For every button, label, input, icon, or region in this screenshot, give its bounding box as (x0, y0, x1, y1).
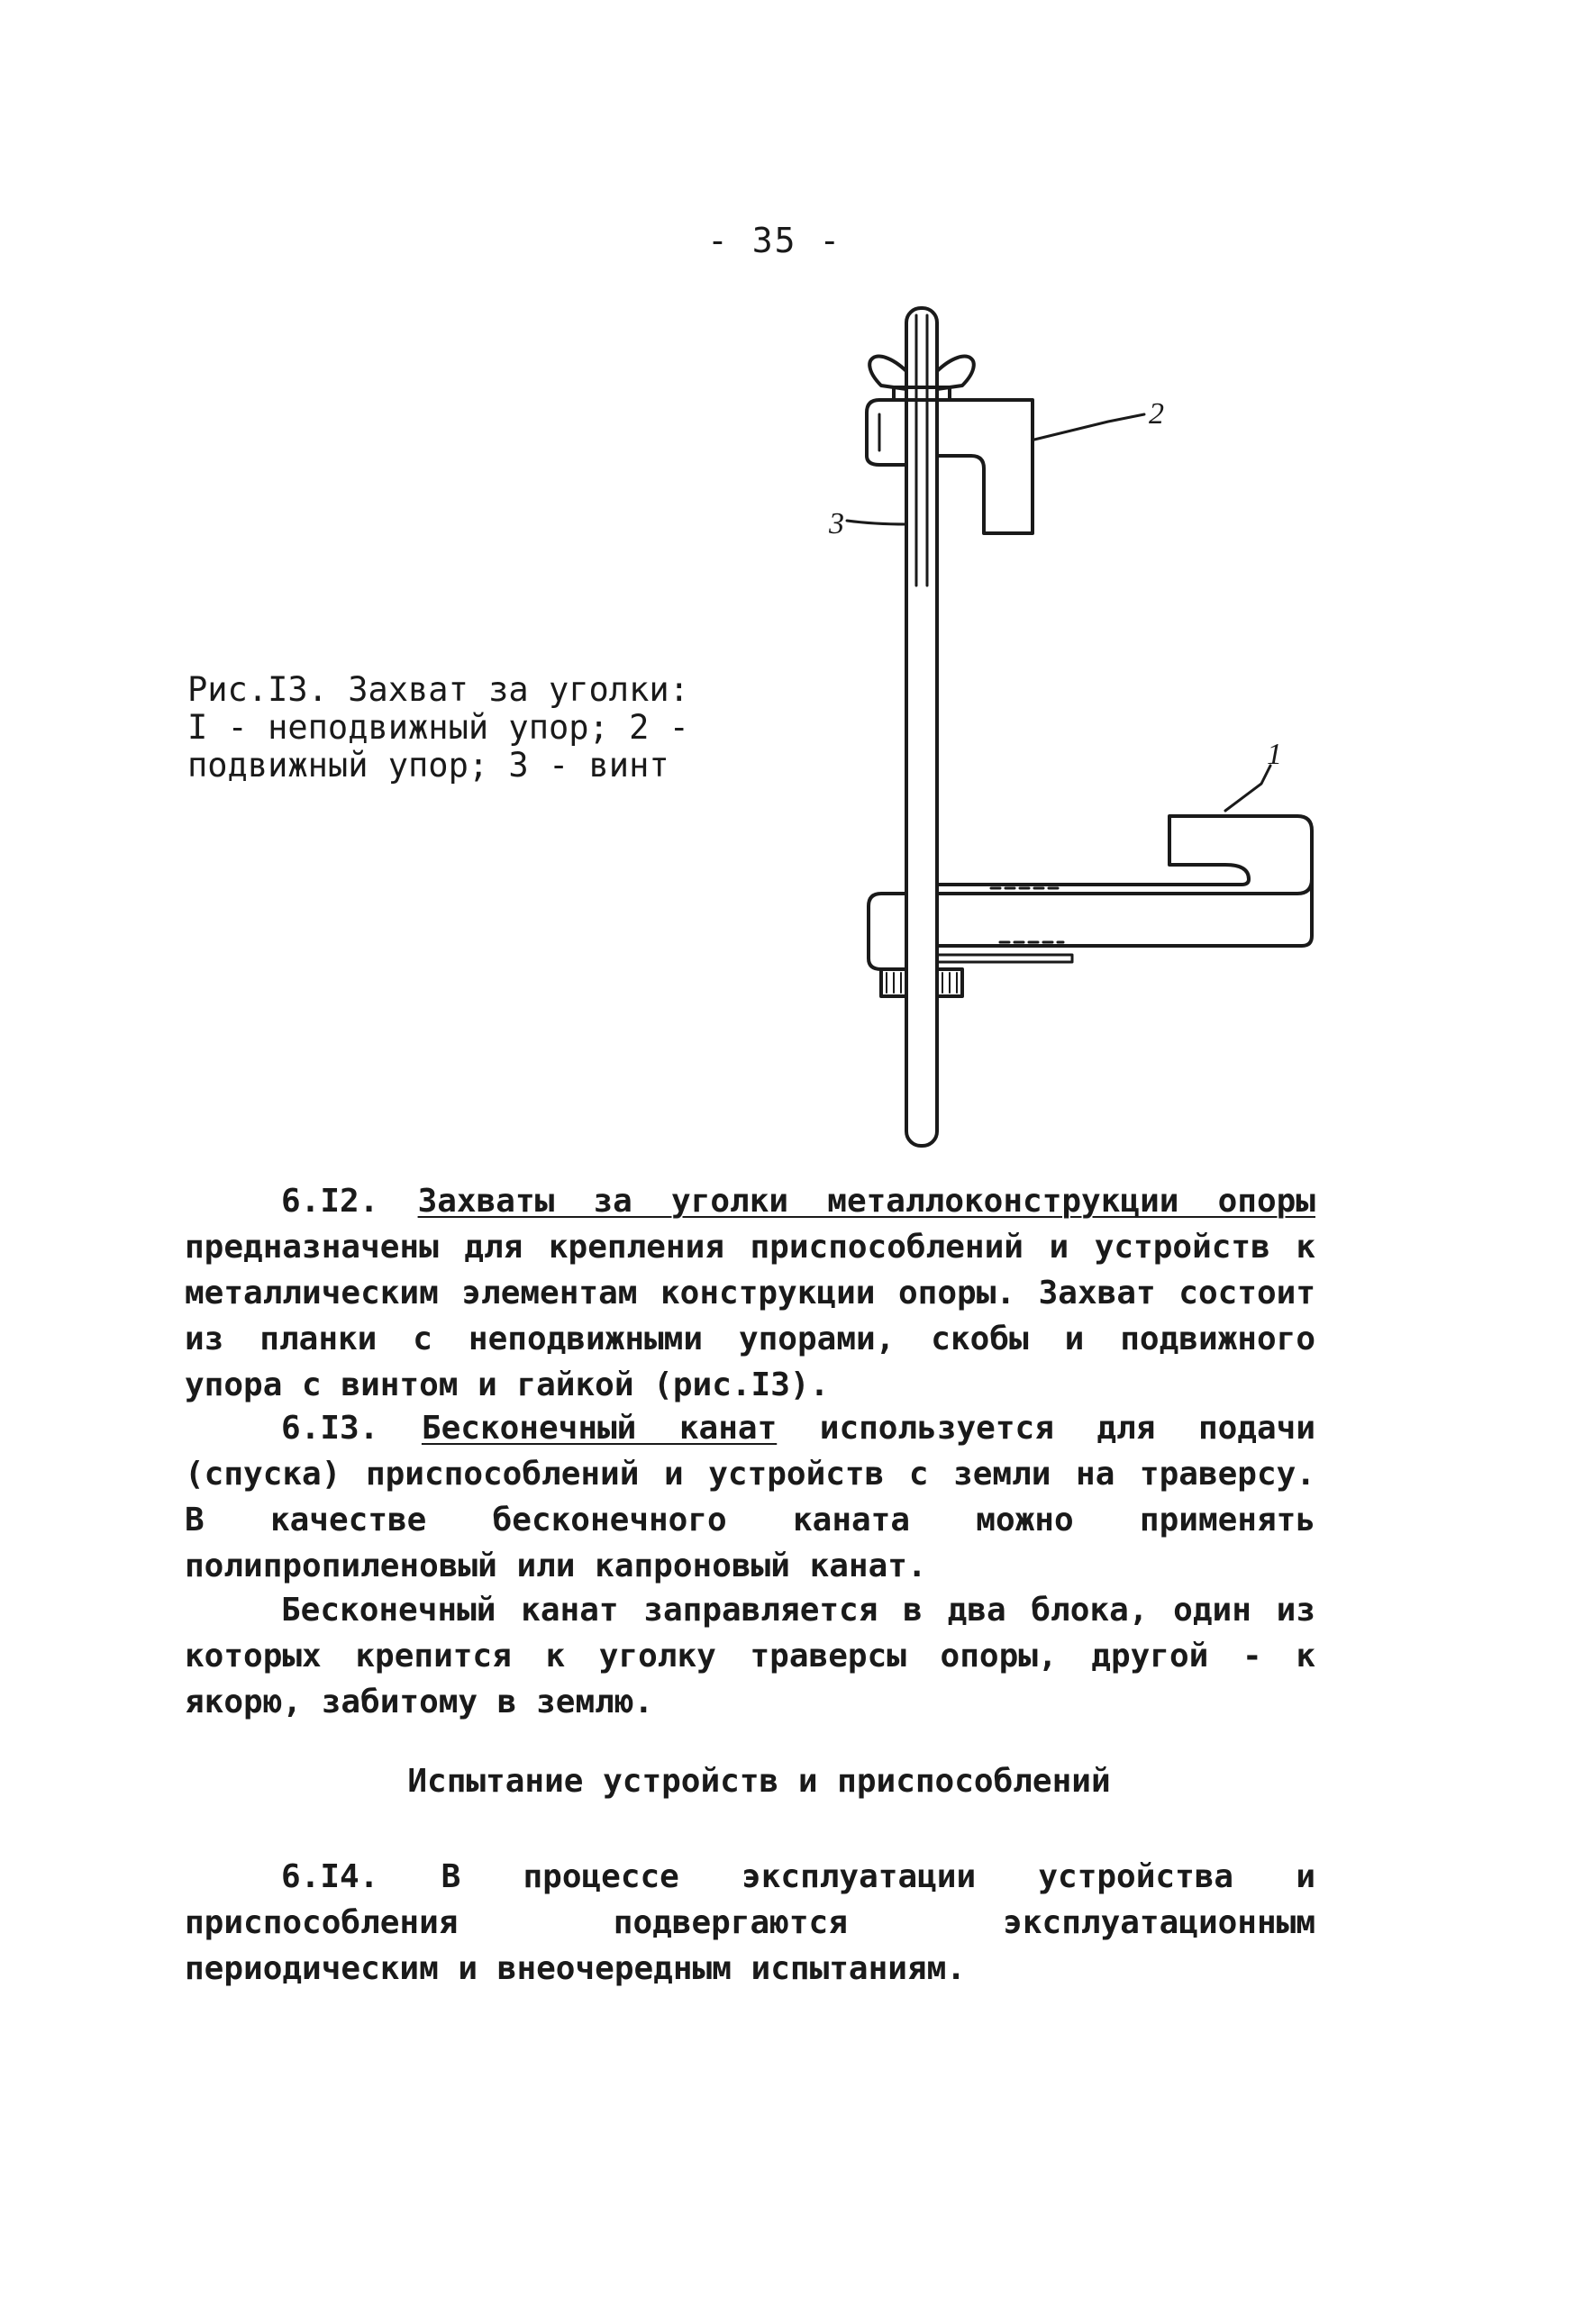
caption-line: I - неподвижный упор; 2 - (187, 708, 689, 747)
page-number: - 35 - (707, 221, 842, 260)
section-heading: Испытание устройств и приспособлений (407, 1763, 1111, 1800)
paragraph-6-14 (185, 1854, 1315, 1992)
paragraph-6-12 (185, 1178, 1315, 1408)
section-term: Бесконечный канат (421, 1410, 778, 1447)
callout-2: 2 (1149, 397, 1164, 431)
screw-bar (906, 308, 937, 1146)
figure-caption (187, 670, 689, 785)
movable-stop (867, 400, 1033, 533)
paragraph-rope (185, 1587, 1315, 1725)
section-text: используется для подачи (спуска) приспособлений и устройств с земли на траверсу. В качестве бесконечного каната можно применять полипропиленовый или капроновый канат. (185, 1410, 1315, 1584)
section-text: предназначены для крепления приспособлений и устройств к металлическим элементам конструкции опоры. Захват состоит из планки с неподвижными упорами, скобы и подвижного упора с винтом и гайкой (рис.I3). (185, 1229, 1315, 1403)
section-term: Захваты за уголки металлоконструкции опоры (417, 1183, 1315, 1220)
grip-figure (793, 288, 1333, 1176)
callout-1: 1 (1267, 738, 1282, 771)
paragraph-6-13 (185, 1405, 1315, 1589)
section-number: 6.I3. (281, 1410, 379, 1447)
section-text: Бесконечный канат заправляется в два блока, один из которых крепится к уголку траверсы опоры, другой - к якорю, забитому в землю. (185, 1592, 1315, 1720)
section-number: 6.I2. (281, 1183, 379, 1220)
caption-line: подвижный упор; 3 - винт (187, 746, 669, 785)
wing-nut (869, 357, 974, 400)
caption-line: Рис.I3. Захват за уголки: (187, 670, 689, 709)
fixed-stop (869, 816, 1312, 996)
callout-3: 3 (829, 507, 844, 540)
section-text: 6.I4. В процессе эксплуатации устройства и приспособления подвергаются эксплуатационным периодическим и внеочередным испытаниям. (185, 1858, 1315, 1987)
